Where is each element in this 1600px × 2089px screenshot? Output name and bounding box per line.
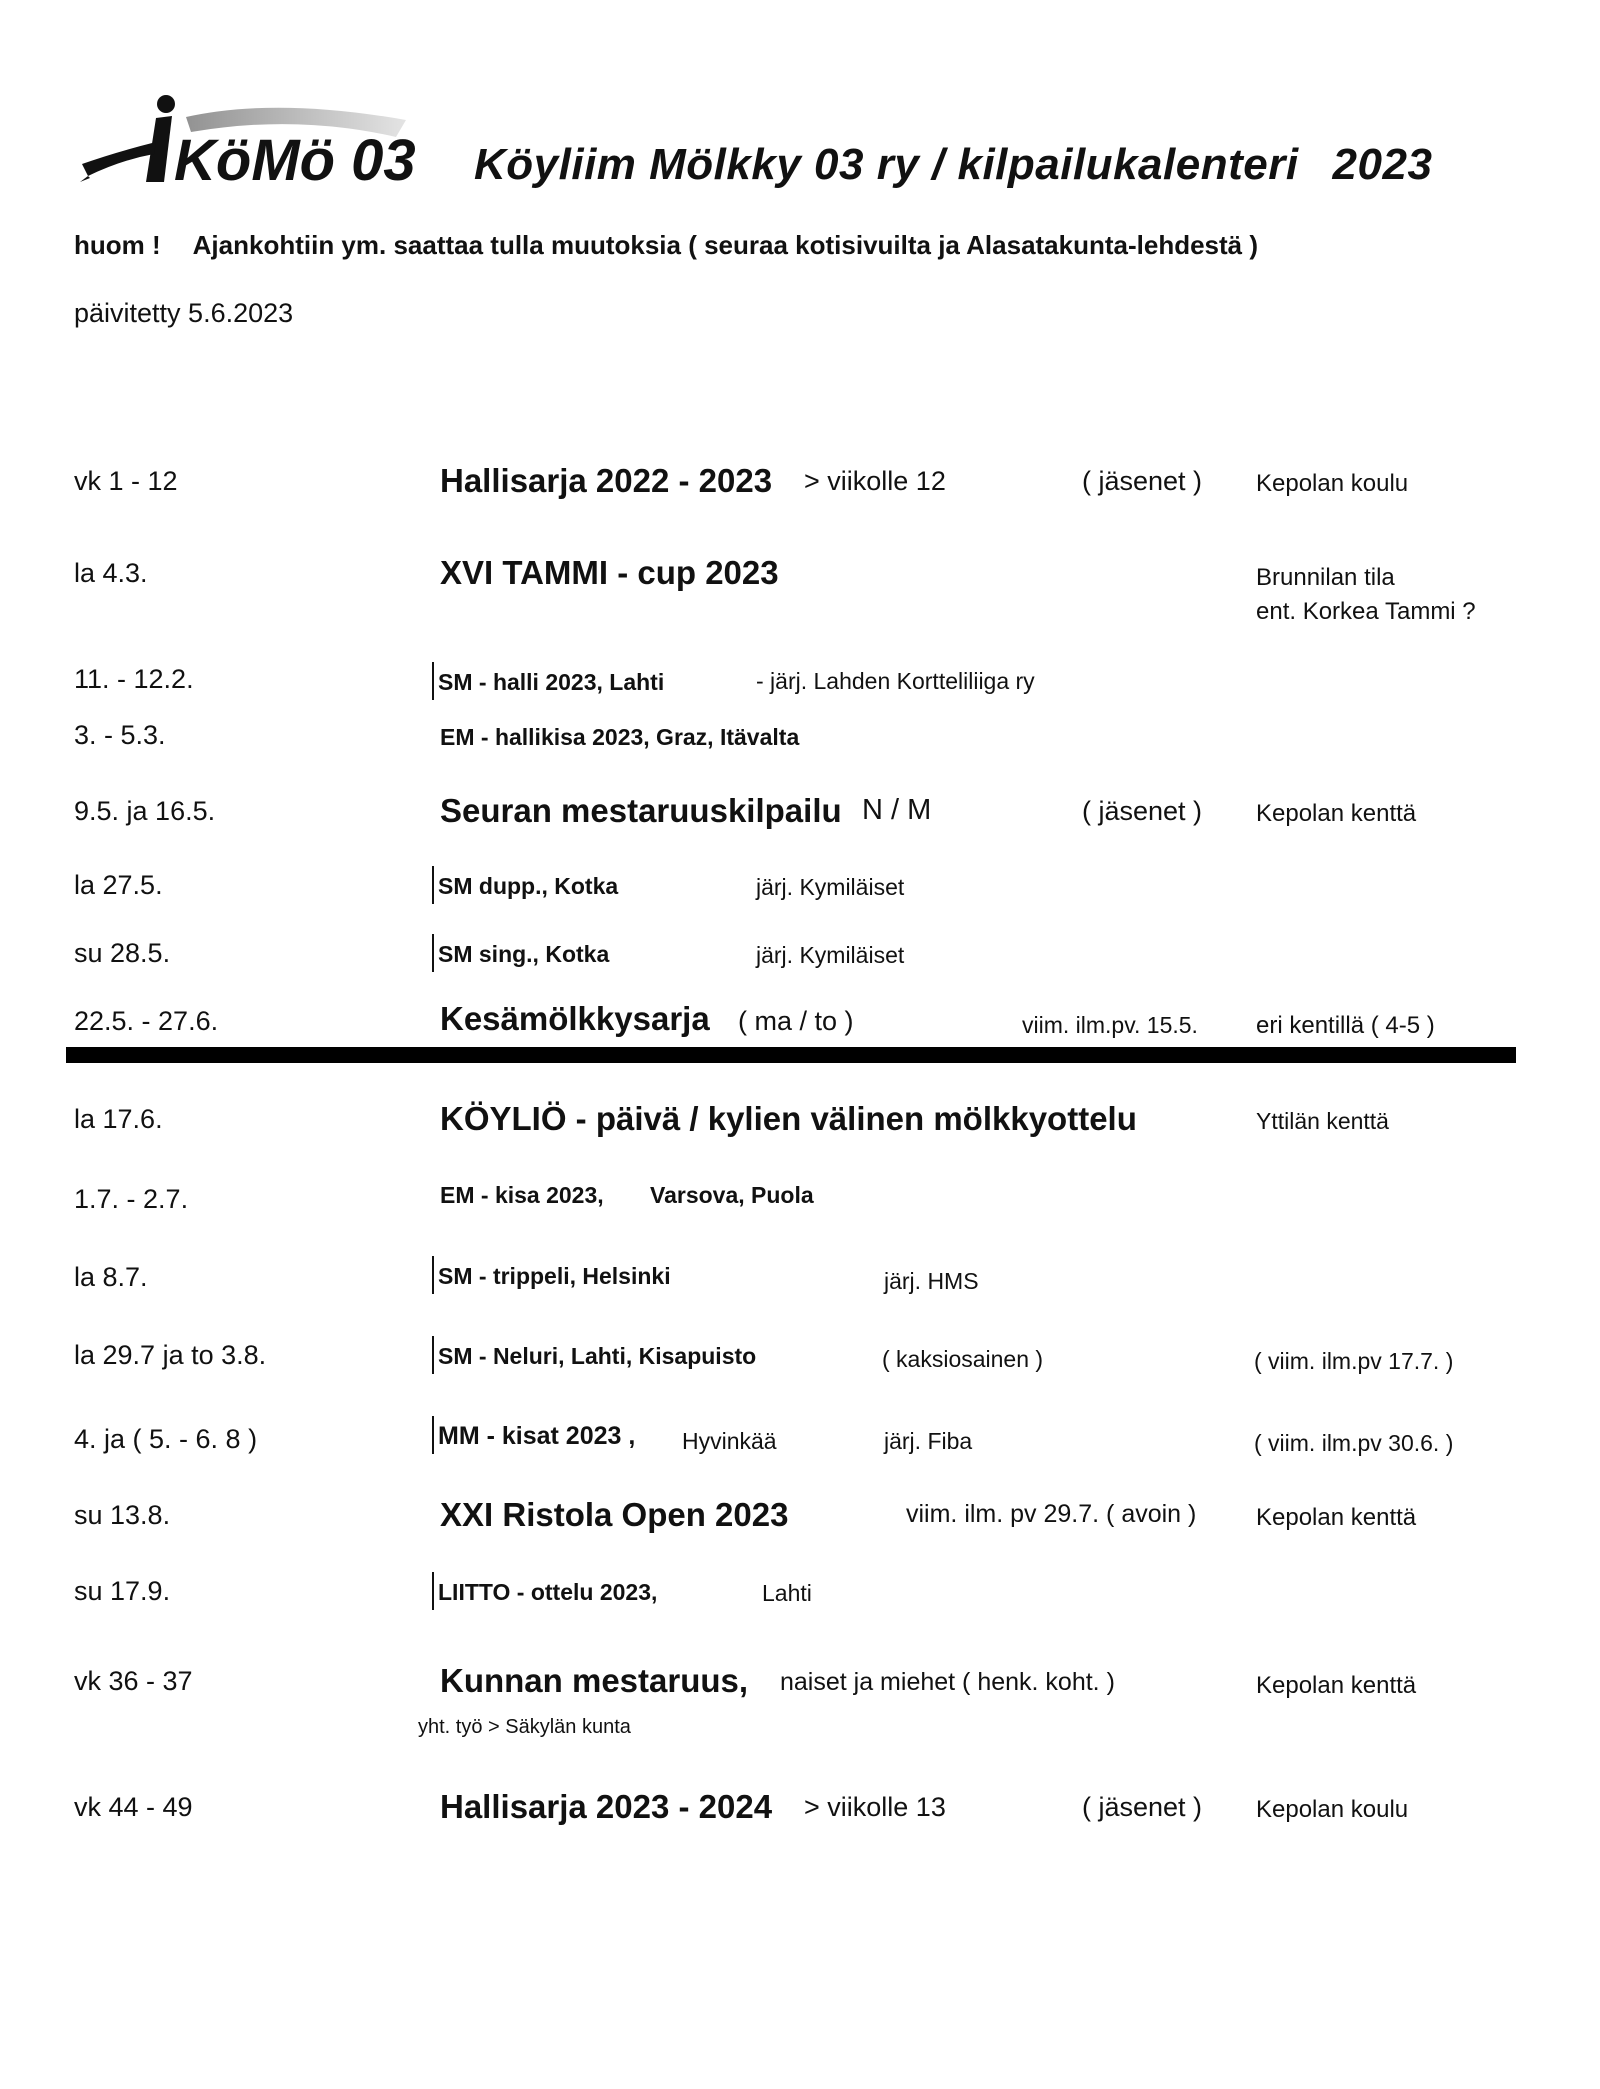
event-name: SM - Neluri, Lahti, Kisapuisto bbox=[438, 1343, 757, 1369]
event-row bbox=[0, 1662, 1600, 1752]
event-row bbox=[0, 1414, 1600, 1484]
event-deadline: viim. ilm.pv. 15.5. bbox=[1022, 1012, 1198, 1038]
divider-mark bbox=[432, 866, 434, 904]
divider-mark bbox=[432, 1416, 434, 1454]
event-date: 11. - 12.2. bbox=[74, 664, 194, 694]
event-date: 22.5. - 27.6. bbox=[74, 1006, 219, 1036]
event-deadline: ( viim. ilm.pv 30.6. ) bbox=[1254, 1430, 1454, 1456]
event-row bbox=[0, 864, 1600, 934]
event-organizer: järj. Fiba bbox=[884, 1428, 973, 1454]
event-detail: > viikolle 12 bbox=[804, 466, 946, 496]
event-date: 4. ja ( 5. - 6. 8 ) bbox=[74, 1424, 258, 1454]
event-name: Kunnan mestaruus, bbox=[440, 1662, 749, 1699]
event-place: Kepolan koulu bbox=[1256, 1796, 1409, 1823]
event-row bbox=[0, 792, 1600, 862]
page-title bbox=[474, 140, 1432, 190]
divider-mark bbox=[432, 662, 434, 700]
event-detail: viim. ilm. pv 29.7. ( avoin ) bbox=[906, 1500, 1197, 1528]
event-date: vk 44 - 49 bbox=[74, 1792, 193, 1822]
event-date: su 28.5. bbox=[74, 938, 171, 968]
event-place-note: ent. Korkea Tammi ? bbox=[1256, 598, 1476, 625]
event-row bbox=[0, 1178, 1600, 1248]
event-row bbox=[0, 462, 1600, 532]
event-organizer: - järj. Lahden Kortteliliiga ry bbox=[756, 668, 1035, 694]
event-name: SM - halli 2023, Lahti bbox=[438, 669, 665, 695]
event-name: Hallisarja 2022 - 2023 bbox=[440, 462, 773, 499]
event-row bbox=[0, 1334, 1600, 1404]
event-date: la 8.7. bbox=[74, 1262, 148, 1292]
divider-mark bbox=[432, 1336, 434, 1374]
event-date: su 13.8. bbox=[74, 1500, 171, 1530]
event-detail: naiset ja miehet ( henk. koht. ) bbox=[780, 1668, 1115, 1696]
event-date: su 17.9. bbox=[74, 1576, 171, 1606]
event-organizer: järj. Kymiläiset bbox=[756, 874, 905, 900]
event-organizer: järj. Kymiläiset bbox=[756, 942, 905, 968]
event-date: 1.7. - 2.7. bbox=[74, 1184, 189, 1214]
komo-logo bbox=[76, 92, 416, 192]
event-name: SM sing., Kotka bbox=[438, 941, 610, 967]
event-deadline: ( viim. ilm.pv 17.7. ) bbox=[1254, 1348, 1454, 1374]
event-row bbox=[0, 1570, 1600, 1640]
event-name: XVI TAMMI - cup 2023 bbox=[440, 554, 779, 591]
event-row bbox=[0, 1496, 1600, 1566]
event-row bbox=[0, 554, 1600, 634]
event-place: Kepolan koulu bbox=[1256, 470, 1409, 497]
event-detail: ( kaksiosainen ) bbox=[882, 1346, 1044, 1372]
event-organizer: järj. HMS bbox=[884, 1268, 979, 1294]
divider-mark bbox=[432, 1572, 434, 1610]
event-location: Varsova, Puola bbox=[650, 1182, 814, 1208]
event-name: Hallisarja 2023 - 2024 bbox=[440, 1788, 773, 1825]
event-row bbox=[0, 716, 1600, 786]
event-location: Lahti bbox=[762, 1580, 812, 1606]
event-detail: > viikolle 13 bbox=[804, 1792, 946, 1822]
event-date: la 27.5. bbox=[74, 870, 163, 900]
event-date: vk 36 - 37 bbox=[74, 1666, 193, 1696]
event-days: ( ma / to ) bbox=[738, 1006, 854, 1036]
event-date: 9.5. ja 16.5. bbox=[74, 796, 216, 826]
event-date: la 17.6. bbox=[74, 1104, 163, 1134]
title-text: Köyliim Mölkky 03 ry / kilpailukalenteri bbox=[474, 140, 1299, 189]
event-name: XXI Ristola Open 2023 bbox=[440, 1496, 789, 1533]
event-place: Kepolan kenttä bbox=[1256, 800, 1417, 827]
event-row bbox=[0, 1100, 1600, 1170]
event-name: EM - hallikisa 2023, Graz, Itävalta bbox=[440, 724, 800, 750]
event-name: MM - kisat 2023 , bbox=[438, 1422, 636, 1450]
event-date: vk 1 - 12 bbox=[74, 466, 178, 496]
event-name: SM - trippeli, Helsinki bbox=[438, 1263, 671, 1289]
event-members: ( jäsenet ) bbox=[1082, 796, 1203, 826]
event-place: Brunnilan tila bbox=[1256, 564, 1395, 591]
event-row bbox=[0, 1788, 1600, 1858]
event-row bbox=[0, 930, 1600, 1000]
updated-date: päivitetty 5.6.2023 bbox=[74, 298, 294, 328]
event-date: la 4.3. bbox=[74, 558, 148, 588]
section-divider bbox=[66, 1047, 1516, 1063]
event-place: Kepolan kenttä bbox=[1256, 1672, 1417, 1699]
event-place: eri kentillä ( 4-5 ) bbox=[1256, 1012, 1435, 1039]
event-detail: N / M bbox=[862, 794, 932, 826]
event-place: Kepolan kenttä bbox=[1256, 1504, 1417, 1531]
event-name: Kesämölkkysarja bbox=[440, 1000, 710, 1037]
event-members: ( jäsenet ) bbox=[1082, 466, 1203, 496]
event-name: EM - kisa 2023, bbox=[440, 1182, 604, 1208]
event-cooperation: yht. työ > Säkylän kunta bbox=[418, 1716, 631, 1738]
event-name: Seuran mestaruuskilpailu bbox=[440, 792, 842, 829]
event-name: LIITTO - ottelu 2023, bbox=[438, 1579, 658, 1605]
notice bbox=[74, 230, 1258, 261]
event-row bbox=[0, 1254, 1600, 1324]
notice-text: Ajankohtiin ym. saattaa tulla muutoksia ( seuraa kotisivuilta ja Alasatakunta-lehdestä ) bbox=[192, 230, 1259, 260]
event-date: 3. - 5.3. bbox=[74, 720, 166, 750]
divider-mark bbox=[432, 1256, 434, 1294]
event-name: SM dupp., Kotka bbox=[438, 873, 619, 899]
divider-mark bbox=[432, 934, 434, 972]
title-year: 2023 bbox=[1332, 140, 1433, 189]
event-date: la 29.7 ja to 3.8. bbox=[74, 1340, 267, 1370]
notice-label: huom ! bbox=[74, 230, 161, 260]
event-name: KÖYLIÖ - päivä / kylien välinen mölkkyottelu bbox=[440, 1100, 1137, 1137]
logo-text: KöMö 03 bbox=[174, 128, 416, 192]
event-members: ( jäsenet ) bbox=[1082, 1792, 1203, 1822]
event-place: Yttilän kenttä bbox=[1256, 1108, 1389, 1134]
event-location: Hyvinkää bbox=[682, 1428, 777, 1454]
